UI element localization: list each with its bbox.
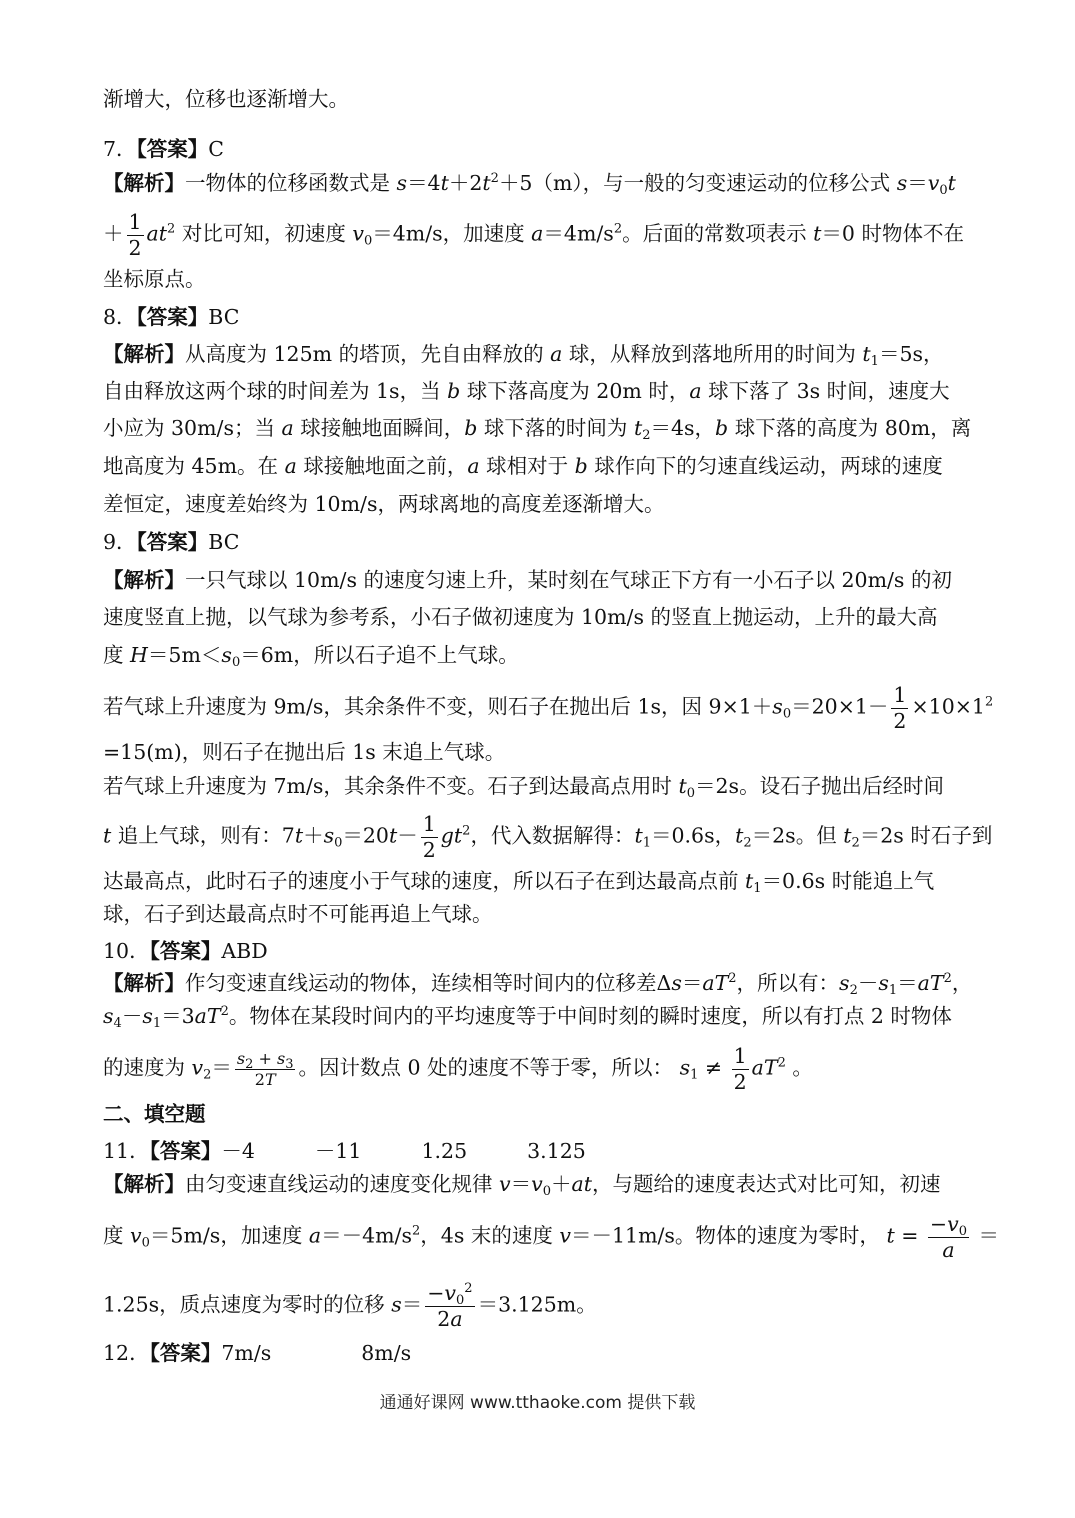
fraction-half: $\frac{1}{2}$	[893, 683, 907, 733]
text-line: 1.25s，质点速度为零时的位移 s＝ $\frac{-v_0^2}{2a}$ ＝3.125m。	[103, 1281, 597, 1331]
answer-line-12: 12．【答案】7m/s 8m/s	[103, 1341, 412, 1365]
text-line: 球，石子到达最高点时不可能再追上气球。	[103, 902, 493, 926]
section-heading: 二、填空题	[103, 1102, 206, 1126]
text-line: 若气球上升速度为 9m/s，其余条件不变，则石子在抛出后 1s，因 $9\times 1+s_0=20\times 1-$ $\frac{1}{2}$ $\times 10\times 1^2$	[103, 683, 994, 733]
analysis-line: 【解析】作匀变速直线运动的物体，连续相等时间内的位移差$\Delta s=aT^2$，所以有：$s_2-s_1=aT^2$，	[103, 971, 973, 998]
text-line: 速度竖直上抛，以气球为参考系，小石子做初速度为 10m/s 的竖直上抛运动，上升的最大高	[103, 605, 938, 629]
page-footer: 通通好课网 www.tthaoke.com 提供下载	[379, 1393, 696, 1413]
answer-line-10: 10．【答案】ABD	[103, 939, 268, 963]
answer-line-7: 7．【答案】C	[103, 137, 224, 161]
answer-line-8: 8．【答案】BC	[103, 305, 240, 329]
fraction-half: $\frac{1}{2}$	[733, 1044, 747, 1094]
answer-line-9: 9．【答案】BC	[103, 530, 240, 554]
text-line: t 追上气球，则有：$7t+s_0=20t-$ $\frac{1}{2}$ $gt^2$，代入数据解得：$t_1=0.6s$，$t_2=2s$。但 $t_2=2s$ 时石子到	[103, 812, 993, 862]
fraction-half: $\frac{1}{2}$	[128, 210, 142, 260]
analysis-line: 【解析】一物体的位移函数式是 $s=4t+2t^2+5(m)$，与一般的匀变速运动的位移公式 $s=v_0t$	[103, 171, 956, 198]
analysis-line: 【解析】一只气球以 10m/s 的速度匀速上升，某时刻在气球正下方有一小石子以 20m/s 的初	[103, 568, 952, 592]
fraction-half: $\frac{1}{2}$	[422, 812, 436, 862]
text-line: $s_4-s_1=3aT^2$。物体在某段时间内的平均速度等于中间时刻的瞬时速度，所以有打点 2 时物体	[103, 1004, 952, 1031]
text-line: 的速度为 $v_2=$ $\frac{s_2 + s_3}{2T}$ 。因计数点 0 处的速度不等于零，所以： $s_1$ ≠ $\frac{1}{2}$ $aT^2$ 。	[103, 1044, 813, 1094]
text-line: 小应为 30m/s；当 a 球接触地面瞬间，b 球下落的时间为 $t_2=4s$，b 球下落的高度为 80m，离	[103, 416, 972, 443]
text-line: 地高度为 45m。在 a 球接触地面之前，a 球相对于 b 球作向下的匀速直线运动，两球的速度	[103, 454, 943, 478]
text-line: 达最高点，此时石子的速度小于气球的速度，所以石子在到达最高点前 $t_1=0.6s$ 时能追上气	[103, 869, 935, 896]
text-line: 坐标原点。	[103, 267, 206, 291]
text-line: 度 $v_0=5m/s$，加速度 $a=-4m/s^2$，4s 末的速度 v＝－11m/s。物体的速度为零时， t = $\frac{-v_0}{a}$ ＝	[103, 1212, 1000, 1262]
fraction-displacement: $\frac{-v_0^2}{2a}$	[427, 1281, 473, 1331]
text-line: 自由释放这两个球的时间差为 1s，当 b 球下落高度为 20m 时，a 球下落了 3s 时间，速度大	[103, 379, 950, 403]
analysis-line: 【解析】由匀变速直线运动的速度变化规律 $v=v_0+at$，与题给的速度表达式对比可知，初速	[103, 1172, 941, 1199]
text-line: ＋ $\frac{1}{2}$ $at^2$ 对比可知，初速度 $v_0=4m/s$，加速度 $a=4m/s^2$。后面的常数项表示 t＝0 时物体不在	[103, 210, 964, 260]
fraction-time: $\frac{-v_0}{a}$	[929, 1212, 967, 1262]
text-line: =15(m)，则石子在抛出后 1s 末追上气球。	[103, 740, 506, 764]
text-line: 渐增大，位移也逐渐增大。	[103, 87, 349, 111]
fraction-velocity: $\frac{s_2 + s_3}{2T}$	[236, 1048, 294, 1089]
answer-line-11: 11．【答案】－4 －11 1.25 3.125	[103, 1139, 586, 1163]
text-line: 差恒定，速度差始终为 10m/s，两球离地的高度差逐渐增大。	[103, 492, 665, 516]
text-line: 若气球上升速度为 7m/s，其余条件不变。石子到达最高点用时 $t_0=2s$。设石子抛出后经时间	[103, 774, 945, 801]
analysis-line: 【解析】从高度为 125m 的塔顶，先自由释放的 a 球，从释放到落地所用的时间为 $t_1=5s$，	[103, 342, 944, 369]
text-line: 度 $H=5m<s_0=6m$，所以石子追不上气球。	[103, 643, 519, 670]
